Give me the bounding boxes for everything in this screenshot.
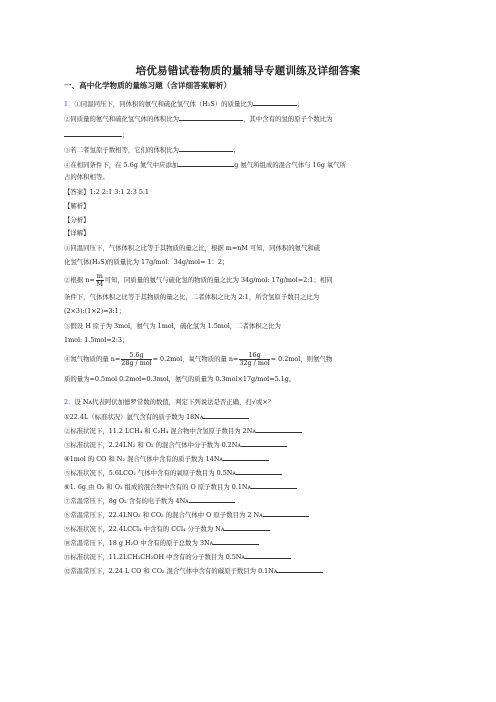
detail-text: ④氮气物质的量 n= [64, 355, 121, 363]
q2-item [64, 412, 249, 421]
detail-line-fractions [64, 349, 332, 369]
detail-tag: 【详解】 [64, 229, 90, 237]
q2-item [64, 510, 309, 519]
q1-line-6: 占的体积相等。 [64, 173, 109, 181]
fraction-denominator: 32g / mol [239, 358, 270, 367]
section-heading: 一、高中化学物质的量练习题（含详细答案解析） [64, 81, 232, 90]
question-number: 1． [64, 100, 75, 108]
analysis-tag: 【解析】 [64, 202, 90, 210]
q2-item [64, 566, 323, 575]
q2-text: 设 Nᴀ代表阿伏加德罗常数的数值，判定下列说法是否正确，打√或×？ [74, 398, 275, 406]
q2-item [64, 468, 282, 477]
fraction-denominator: 28g / mol [121, 358, 152, 367]
detail-line: (2×3):(1×2)=3:1； [64, 307, 126, 315]
answer-blank [263, 510, 309, 517]
detail-line-fraction [64, 272, 333, 288]
answer-blank [178, 160, 234, 167]
q2-item [64, 440, 287, 449]
answer-blank [223, 454, 269, 461]
q1-punct: ； [233, 146, 240, 154]
q1-line-4 [64, 145, 239, 154]
detail-text: ②根据 n= [64, 276, 95, 284]
detail-line: 1mol: 1.5mol=2:3； [64, 336, 129, 344]
q1-punct: ； [297, 100, 304, 108]
detail-line: 条件下，气体体积之比等于其物质的量之比，二者体积之比为 2:1，所含氢原子数目之比为 [64, 293, 320, 301]
breakdown-tag: 【分析】 [64, 216, 90, 224]
detail-line: ①同温同压下，气体体积之比等于其物质的量之比，根据 m=nM 可知，同体积的氨气和硫 [64, 244, 321, 252]
q2-item [64, 538, 259, 547]
answer-blank [64, 130, 122, 137]
q2-item [64, 454, 269, 463]
q2-item [64, 426, 302, 435]
q2-item [64, 482, 297, 491]
q2-item-text: ⑤标准状况下，5.6LCO₂ 气体中含有的氧原子数目为 0.5Nᴀ [64, 469, 236, 477]
fraction [96, 273, 104, 288]
q1-text: g 氨气所组成的混合气体与 16g 氧气所 [234, 161, 347, 169]
answer-blank [224, 524, 270, 531]
answer-blank [253, 99, 297, 106]
answer-blank [203, 412, 249, 419]
detail-line: 质的量为=0.5mol 0.2mol=0.3mol，氨气的质量为 0.3mol×17g/mol=5.1g。 [64, 375, 296, 383]
q1-line-5 [64, 160, 346, 169]
q2-item-text: ①22.4L（标准状况）氩气含有的质子数为 18Nᴀ [64, 413, 204, 421]
detail-text: 可知，同质量的氨气与硫化氢的物质的量之比为 34g/mol: 17g/mol=2:1；相同 [104, 276, 333, 284]
detail-line: ③假设 H 原子为 3mol，氨气为 1mol，硫化氢为 1.5mol，二者体积之比为 [64, 322, 281, 330]
q2-item-text: ⑪标准状况下，11.2LCH₃CH₂OH 中含有的分子数目为 0.5Nᴀ [64, 553, 246, 561]
q1-text: ，其中含有的氢的原子个数比为 [243, 115, 333, 123]
q2-intro [64, 398, 274, 406]
answer-blank [179, 114, 243, 121]
fraction-numerator: 16g [239, 352, 269, 360]
detail-line: 化氢气体(H₂S)的质量比为 17g/mol：34g/mol= 1：2； [64, 258, 229, 266]
answer-blank [189, 496, 235, 503]
q2-item-text: ③标准状况下，2.24LN₂ 和 O₂ 的混合气体中分子数为 0.2Nᴀ [64, 441, 241, 449]
fraction-numerator: 5.6g [121, 352, 151, 360]
q2-item-text: ④1mol 的 CO 和 N₂ 混合气体中含有的质子数为 14Nᴀ [64, 455, 224, 463]
q1-text: ①同温同压下，同体积的氨气和硫化氢气体（H₂S）的质量比为 [74, 100, 254, 108]
q1-line-3 [64, 130, 128, 139]
q2-item-text: ⑩常温常压下，18 g H₂O 中含有的原子总数为 3Nᴀ [64, 539, 214, 547]
fraction [239, 352, 269, 367]
q2-item-text: ⑨标准状况下，22.4LCCl₄ 中含有的 CCl₄ 分子数为 Nᴀ [64, 525, 225, 533]
answer-blank [236, 468, 282, 475]
q1-text: ④在相同条件下，在 5.6g 氮气中应添加 [64, 161, 179, 169]
fraction [121, 352, 151, 367]
q1-punct: ； [122, 131, 129, 139]
detail-text: = 0.2mol，则氨气物 [270, 355, 333, 363]
q1-text: ③若二者氢原子数相等，它们的体积比为 [64, 146, 180, 154]
q2-item [64, 552, 291, 561]
answer-blank [277, 566, 323, 573]
detail-text: = 0.2mol，氧气物质的量 n= [152, 355, 239, 363]
answer-blank [241, 440, 287, 447]
q2-item-text: ②标准状况下，11.2 LCH₄ 和 C₂H₄ 混合物中含氢原子数目为 2Nᴀ [64, 427, 256, 435]
answer-blank [179, 145, 233, 152]
answer-blank [251, 482, 297, 489]
answer-blank [245, 552, 291, 559]
q2-item-text: ⑧常温常压下，22.4LNO₂ 和 CO₂ 的混合气体中 O 原子数目为 2 Nᴀ [64, 511, 263, 519]
q1-text: ②同质量的氨气和硫化氢气体的体积比为 [64, 115, 180, 123]
q2-item [64, 524, 270, 533]
q2-item-text: ⑦常温常压下，8g O₂ 含有的电子数为 4Nᴀ [64, 497, 189, 505]
q2-item [64, 496, 235, 505]
q2-item-text: ⑥1. 6g 由 O₂ 和 O₃ 组成的混合物中含有的 O 原子数目为 0.1Nᴀ [64, 483, 252, 491]
q1-line-1 [64, 99, 304, 108]
question-number: 2． [64, 398, 75, 406]
answer-line: 【答案】1:2 2:1 3:1 2:3 5.1 [64, 188, 149, 196]
answer-blank [213, 538, 259, 545]
answer-blank [256, 426, 302, 433]
fraction-denominator: M [96, 279, 103, 288]
q2-item-text: ⑫常温常压下，2.24 L CO 和 CO₂ 混合气体中含有的碳原子数目为 0.1Nᴀ [64, 567, 278, 575]
q1-line-2 [64, 114, 333, 123]
page-title: 培优易错试卷物质的量辅导专题训练及详细答案 [135, 65, 361, 77]
fraction-numerator: m [96, 271, 103, 280]
